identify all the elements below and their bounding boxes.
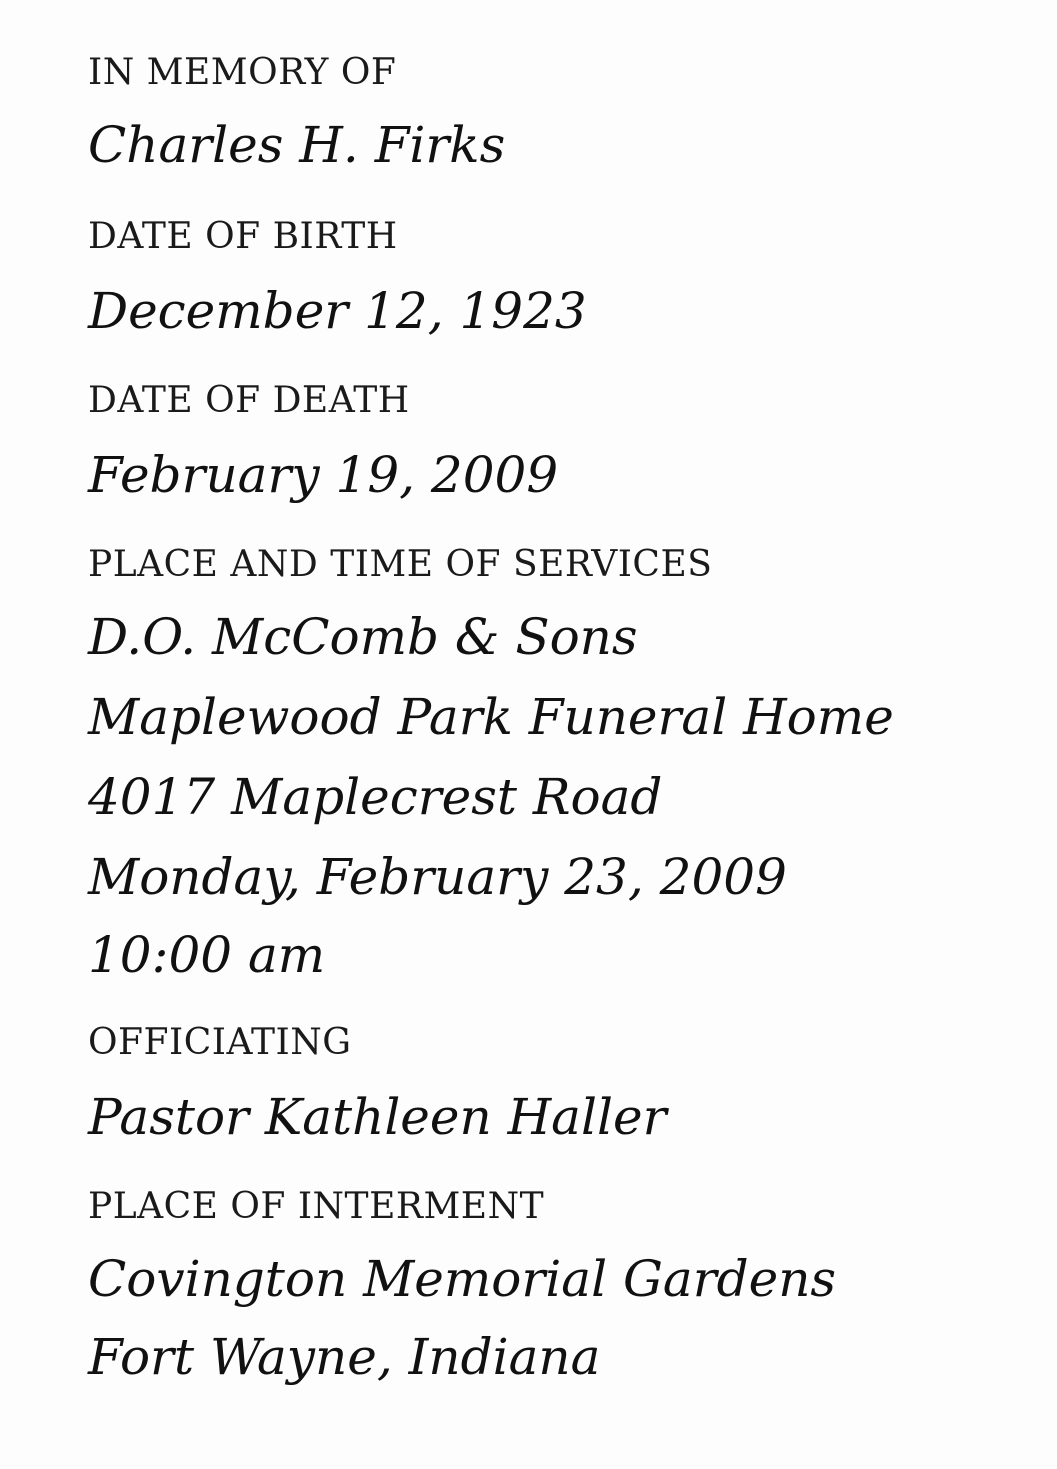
in-memory-of-heading: IN MEMORY OF xyxy=(88,52,397,93)
date-of-death-value: February 19, 2009 xyxy=(88,446,559,504)
services-line-address: 4017 Maplecrest Road xyxy=(88,768,663,826)
date-of-death-heading: DATE OF DEATH xyxy=(88,380,410,421)
services-heading: PLACE AND TIME OF SERVICES xyxy=(88,544,713,585)
interment-heading: PLACE OF INTERMENT xyxy=(88,1186,545,1227)
date-of-birth-heading: DATE OF BIRTH xyxy=(88,216,398,257)
officiant-name: Pastor Kathleen Haller xyxy=(88,1088,667,1146)
services-line-time: 10:00 am xyxy=(88,926,326,984)
officiating-heading: OFFICIATING xyxy=(88,1022,352,1063)
interment-line-cemetery: Covington Memorial Gardens xyxy=(88,1250,837,1308)
services-line-date: Monday, February 23, 2009 xyxy=(88,848,787,906)
interment-line-city: Fort Wayne, Indiana xyxy=(88,1328,601,1386)
services-line-funeral-home: Maplewood Park Funeral Home xyxy=(88,688,894,746)
deceased-name: Charles H. Firks xyxy=(88,116,506,174)
date-of-birth-value: December 12, 1923 xyxy=(88,282,587,340)
services-line-funeral-director: D.O. McComb & Sons xyxy=(88,608,638,666)
